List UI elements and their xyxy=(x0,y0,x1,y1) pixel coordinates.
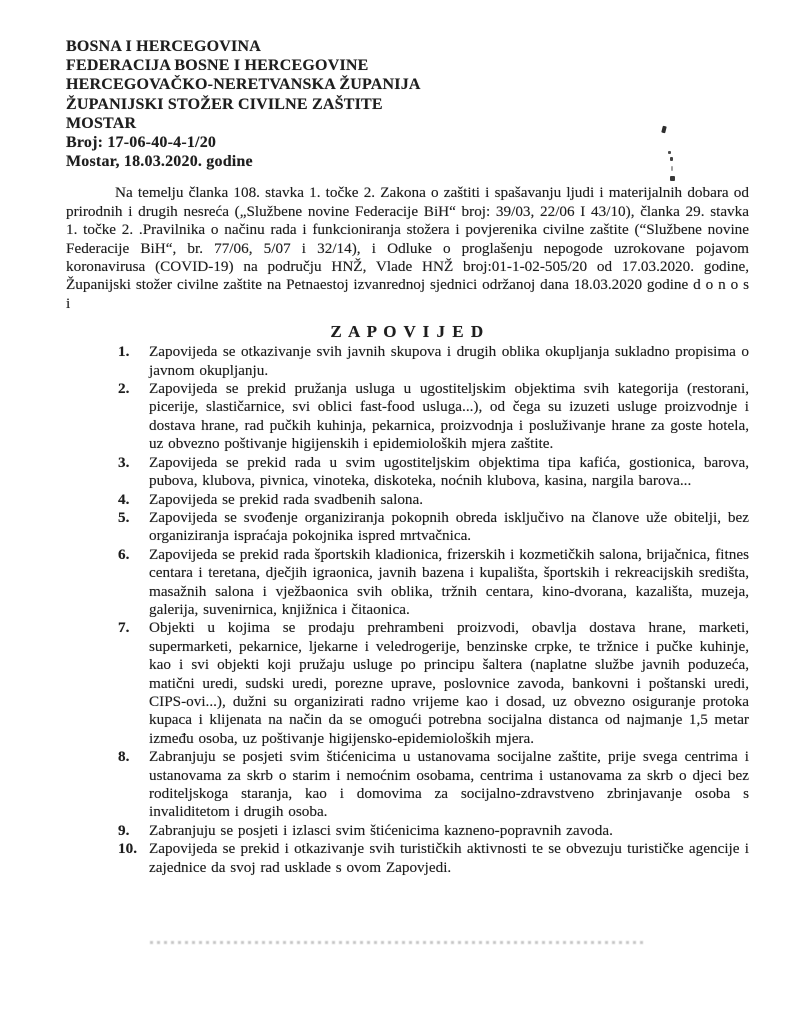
item-number: 5. xyxy=(118,508,130,526)
item-text: Zabranjuju se posjeti i izlasci svim štićenicima kazneno-popravnih zavoda. xyxy=(149,821,613,839)
item-number: 1. xyxy=(118,343,130,361)
document-letterhead xyxy=(66,37,749,171)
letterhead-institution: ŽUPANIJSKI STOŽER CIVILNE ZAŠTITE xyxy=(66,95,383,113)
item-number: 6. xyxy=(118,545,130,563)
order-item-5 xyxy=(120,509,749,546)
order-item-9 xyxy=(120,822,749,840)
item-text: Zapovijeda se otkazivanje svih javnih skupova i drugih oblika okupljanja sukladno propisima o javnom okupljanju. xyxy=(149,343,749,379)
ink-speck xyxy=(670,157,673,161)
ink-speck xyxy=(671,166,673,171)
item-text: Zapovijeda se prekid rada svadbenih salona. xyxy=(149,490,424,508)
order-item-4 xyxy=(120,491,749,509)
item-text: Zapovijeda se prekid rada u svim ugostiteljskim objektima tipa kafića, gostionica, barova, pubova, klubova, pivnica, vinoteka, diskoteka, noćnih klubova, kasina, nargila barova... xyxy=(149,453,749,490)
document-date: Mostar, 18.03.2020. godine xyxy=(66,153,253,171)
order-title: Z A P O V I J E D xyxy=(330,322,485,342)
item-number: 8. xyxy=(118,748,130,766)
item-number: 2. xyxy=(118,380,130,398)
document-content xyxy=(66,37,749,877)
item-number: 10. xyxy=(118,840,137,858)
item-text: Zapovijeda se prekid pružanja usluga u ugostiteljskim objektima svih kategorija (restorani, picerije, slastičarnice, svi oblici fast-food usluga...), od čega su izuzeti usluge proizvodnje i dostava hrane, rad pučkih kuhinja, pekarnica, proizvodnja i posluživanje hrane za goste hotela, uz obvezno poštivanje higijenskih i epidemioloških mjera zaštite. xyxy=(149,380,749,453)
item-number: 3. xyxy=(118,453,130,471)
item-number: 7. xyxy=(118,619,130,637)
item-text: Zapovijeda se prekid rada športskih kladionica, frizerskih i kozmetičkih salona, brijačnica, fitnes centara i teretana, dječjih igraonica, javnih bazena i kupališta, športskih i rekreacijskih središta, masažnih salona i vježbaonica svih oblika, tržnih centara, kino-dvorana, kazališta, muzeja, galerija, suvenirnica, knjižnica i čitaonica. xyxy=(149,545,749,618)
item-text: Zapovijeda se svođenje organiziranja pokopnih obreda isključivo na članove uže obitelji, bez organiziranja ispraćaja pokojnika ispred mrtvačnica. xyxy=(149,508,749,545)
letterhead-city: MOSTAR xyxy=(66,114,137,132)
item-number: 9. xyxy=(118,821,130,839)
letterhead-federation: FEDERACIJA BOSNE I HERCEGOVINE xyxy=(66,57,369,75)
order-item-10 xyxy=(120,840,749,877)
order-list xyxy=(120,343,749,877)
scan-artifact-line xyxy=(150,941,646,944)
order-item-7 xyxy=(120,619,749,748)
intro-paragraph: Na temelju članka 108. stavka 1. točke 2. Zakona o zaštiti i spašavanju ljudi i materijalnih dobara od prirodnih i drugih nesreća („Službene novine Federacije BiH“ broj: 39/03, 22/06 I 43/10), članka 29. stavka 1. točke 2. .Pravilnika o načinu rada i funkcioniranja stožera i povjerenika civilne zaštite (“Službene novine Federacije BiH“, br. 77/06, 5/07 i 32/14), i Odluke o proglašenju nepogode uzrokovane pojavom koronavirusa (COVID-19) na području HNŽ, Vlade HNŽ broj:01-1-02-505/20 od 17.03.2020. godine, Županijski stožer civilne zaštite na Petnaestoj izvanrednoj sjednici održanoj dana 18.03.2020 godine d o n o s i xyxy=(66,184,749,312)
ink-speck xyxy=(668,151,671,154)
item-text: Zapovijeda se prekid i otkazivanje svih turističkih aktivnosti te se obvezuju turističke agencije i zajednice da svoj rad usklade s ovom Zapovjedi. xyxy=(149,840,749,876)
letterhead-country: BOSNA I HERCEGOVINA xyxy=(66,38,261,55)
item-number: 4. xyxy=(118,490,130,508)
order-item-6 xyxy=(120,546,749,620)
ink-speck xyxy=(670,176,675,181)
document-number: Broj: 17-06-40-4-1/20 xyxy=(66,134,217,152)
order-item-2 xyxy=(120,380,749,454)
letterhead-county: HERCEGOVAČKO-NERETVANSKA ŽUPANIJA xyxy=(66,76,421,94)
item-text: Objekti u kojima se prodaju prehrambeni proizvodi, obavlja dostava hrane, marketi, supermarketi, pekarnice, ljekarne i veledrogerije, benzinske crpke, te tržnice i pučke kuhinje, kao i svi objekti koji pružaju usluge po principu šaltera (naplatne službe javnih poduzeća, matični uredi, sudski uredi, porezne uprave, poslovnice zavoda, bankovni i poštanski uredi, CIPS-ovi...), dužni su organizirati radno vrijeme kao i dosad, uz obvezno osiguranje protoka kupaca i klijenata na način da se omogući potrebna socijalna distanca od najmanje 1,5 metar između osoba, uz poštivanje higijensko-epidemioloških mjera. xyxy=(149,619,749,747)
order-item-1 xyxy=(120,343,749,380)
order-item-8 xyxy=(120,748,749,822)
order-item-3 xyxy=(120,454,749,491)
item-text: Zabranjuju se posjeti svim štićenicima u ustanovama socijalne zaštite, prije svega centrima i ustanovama za skrb o starim i nemoćnim osobama, centrima i ustanovama za skrb o djeci bez roditeljskoga staranja, kao i domovima za socijalno-zdravstveno zbrinjavanje osoba s invaliditetom i drugih osoba. xyxy=(149,748,749,821)
